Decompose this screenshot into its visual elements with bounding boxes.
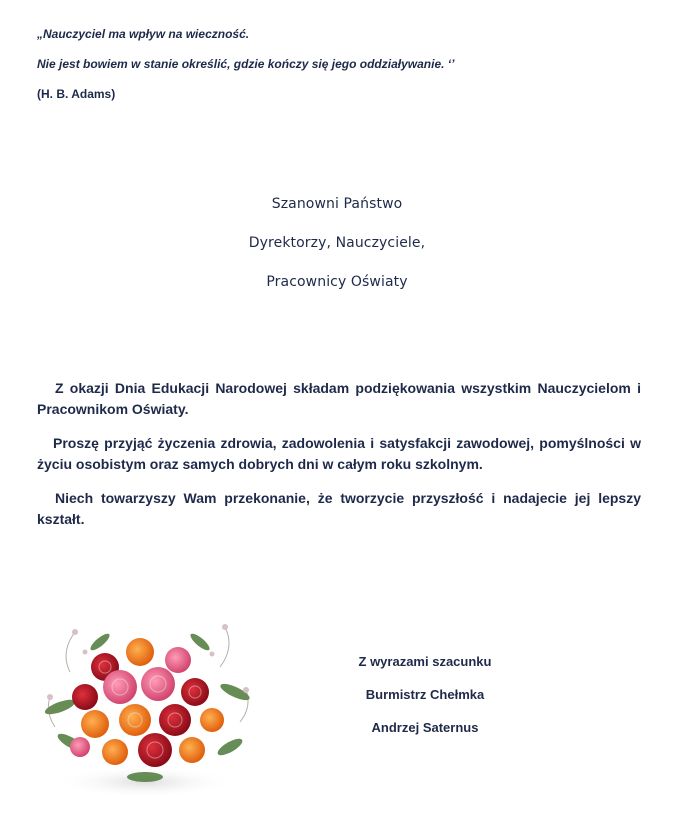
flower-bouquet-icon [40, 612, 260, 802]
body-paragraph-1: Z okazji Dnia Edukacji Narodowej składam podziękowania wszystkim Nauczycielom i Pracownikom Oświaty. [37, 380, 641, 417]
signature-name: Andrzej Saternus [371, 720, 479, 735]
signature-title: Burmistrz Chełmka [365, 687, 485, 702]
signature-block [330, 652, 520, 751]
quote-block [37, 26, 637, 102]
quote-line-2: Nie jest bowiem w stanie określić, gdzie kończy się jego oddziaływanie. ‘’ [37, 57, 455, 71]
salutation-block [0, 194, 674, 311]
salutation-line-1: Szanowni Państwo [271, 196, 403, 212]
body-paragraph-3: Niech towarzyszy Wam przekonanie, że tworzycie przyszłość i nadajecie jej lepszy kształt. [37, 490, 641, 527]
letter-body [37, 378, 641, 543]
salutation-line-2: Dyrektorzy, Nauczyciele, [248, 235, 426, 251]
body-paragraph-2: Proszę przyjąć życzenia zdrowia, zadowolenia i satysfakcji zawodowej, pomyślności w życiu osobistym oraz samych dobrych dni w całym roku szkolnym. [37, 435, 641, 472]
quote-author: (H. B. Adams) [37, 87, 116, 101]
signature-closing: Z wyrazami szacunku [358, 654, 492, 669]
quote-line-1: „Nauczyciel ma wpływ na wieczność. [37, 27, 250, 41]
salutation-line-3: Pracownicy Oświaty [266, 274, 408, 290]
